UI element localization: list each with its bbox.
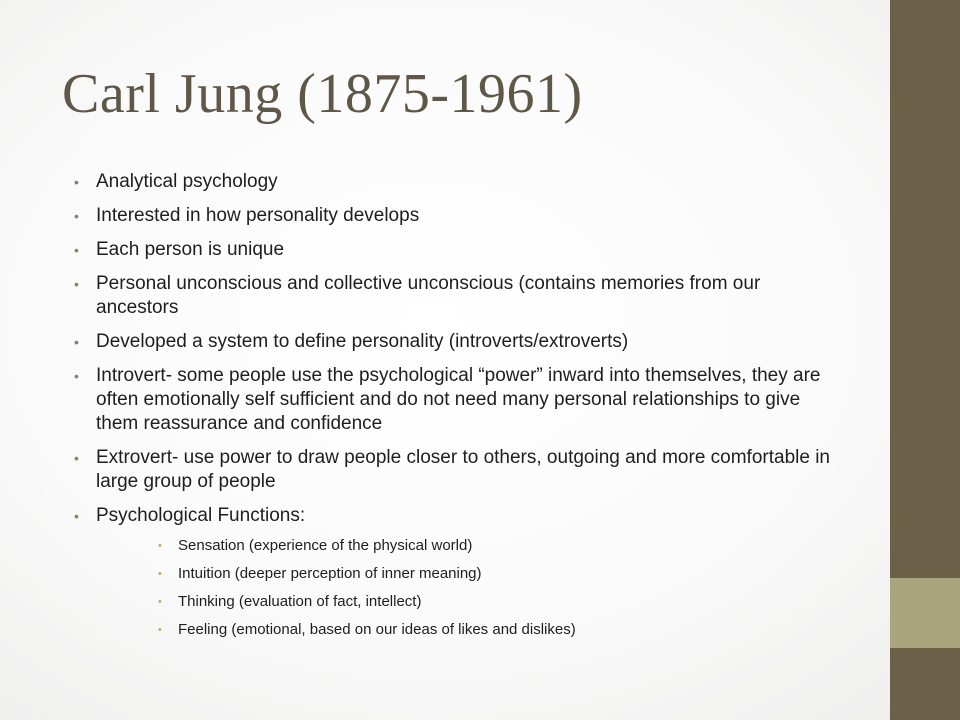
bullet-text: Interested in how personality develops	[96, 205, 420, 226]
bullet-icon: •	[74, 276, 79, 292]
bullet-icon: •	[74, 368, 79, 384]
sidebar-dark-block	[890, 0, 960, 578]
bullet-item	[74, 504, 834, 640]
sub-bullet-item	[158, 592, 834, 612]
slide-title: Carl Jung (1875-1961)	[62, 63, 583, 125]
sub-bullet-text: Intuition (deeper perception of inner meaning)	[178, 565, 482, 582]
bullet-list	[74, 170, 834, 640]
bullet-icon: •	[74, 508, 79, 524]
bullet-text: Developed a system to define personality (introverts/extroverts)	[96, 331, 629, 352]
sub-bullet-icon: •	[158, 596, 162, 608]
bullet-text: Personal unconscious and collective unconscious (contains memories from our ancestors	[96, 273, 761, 318]
sub-bullet-item	[158, 536, 834, 556]
bullet-item	[74, 204, 834, 228]
sub-bullet-icon: •	[158, 540, 162, 552]
sub-bullet-item	[158, 564, 834, 584]
sub-bullet-item	[158, 620, 834, 640]
slide-content	[74, 170, 834, 650]
bullet-text: Extrovert- use power to draw people closer to others, outgoing and more comfortable in large group of people	[96, 447, 830, 492]
sidebar-bottom-block	[890, 648, 960, 720]
sub-bullet-icon: •	[158, 568, 162, 580]
bullet-text: Each person is unique	[96, 239, 285, 260]
sub-bullet-text: Feeling (emotional, based on our ideas of likes and dislikes)	[178, 621, 576, 638]
sub-bullet-text: Thinking (evaluation of fact, intellect)	[178, 593, 422, 610]
sub-bullet-list	[158, 536, 834, 640]
bullet-item	[74, 446, 834, 494]
bullet-icon: •	[74, 450, 79, 466]
bullet-item	[74, 170, 834, 194]
bullet-item	[74, 330, 834, 354]
bullet-icon: •	[74, 334, 79, 350]
bullet-icon: •	[74, 242, 79, 258]
sub-bullet-text: Sensation (experience of the physical world)	[178, 537, 473, 554]
bullet-item	[74, 364, 834, 436]
bullet-text: Introvert- some people use the psychological “power” inward into themselves, they are often emotionally self sufficient and do not need many personal relationships to give them reassurance and confidence	[96, 365, 821, 434]
bullet-item	[74, 272, 834, 320]
sidebar-light-block	[890, 578, 960, 648]
bullet-icon: •	[74, 174, 79, 190]
bullet-item	[74, 238, 834, 262]
bullet-text: Psychological Functions:	[96, 505, 306, 526]
bullet-icon: •	[74, 208, 79, 224]
sub-bullet-icon: •	[158, 624, 162, 636]
bullet-text: Analytical psychology	[96, 171, 278, 192]
